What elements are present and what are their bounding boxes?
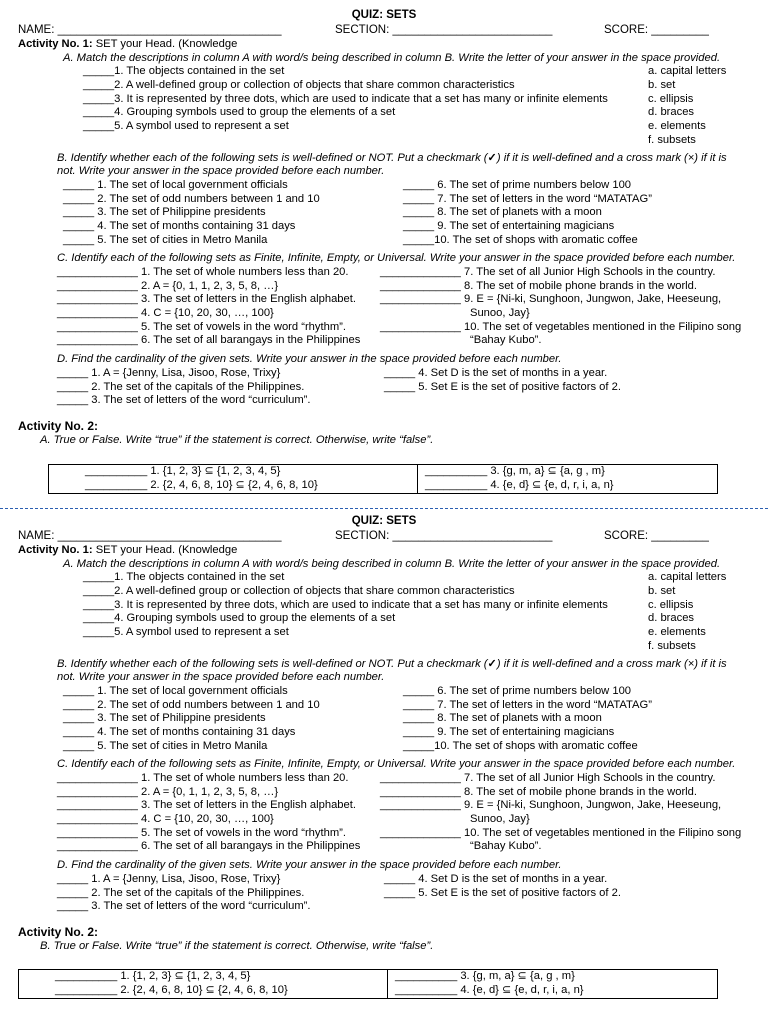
true-false-table [18, 969, 718, 999]
cut-line-divider [0, 508, 768, 509]
tf-item: __________ 3. {g, m, a} ⊆ {a, g , m} [395, 970, 575, 982]
tf-item: __________ 4. {e, d} ⊆ {e, d, r, i, a, n} [395, 983, 584, 996]
partD-item: _____ 4. Set D is the set of months in a year. [384, 872, 608, 885]
partB-item: _____ 3. The set of Philippine presidents [63, 206, 266, 219]
header-fields [0, 528, 768, 544]
partC-item: _____________ 8. The set of mobile phone brands in the world. [380, 785, 698, 798]
partC-item: _____________ 1. The set of whole numbers less than 20. [57, 266, 349, 278]
partC-item: _____________ 6. The set of all barangays in the Philippines [57, 840, 361, 853]
partC-instruction: C. Identify each of the following sets as Finite, Infinite, Empty, or Universal. Write your answer in the space provided before each number. [57, 758, 736, 771]
partA-choice: b. set [648, 79, 676, 92]
section-field[interactable]: SECTION: _________________________ [335, 24, 553, 36]
partA-item: _____5. A symbol used to represent a set [83, 120, 289, 133]
partD-item: _____ 3. The set of letters of the word “curriculum”. [57, 900, 311, 913]
partB-item: _____10. The set of shops with aromatic coffee [403, 739, 638, 752]
activity2-instruction: A. True or False. Write “true” if the statement is correct. Otherwise, write “false”. [40, 433, 434, 446]
partA-choice: a. capital letters [648, 571, 727, 584]
tf-item: __________ 4. {e, d} ⊆ {e, d, r, i, a, n} [425, 478, 614, 491]
partC-item: _____________ 7. The set of all Junior High Schools in the country. [380, 266, 716, 278]
partC-item: _____________ 9. E = {Ni-ki, Sunghoon, Jungwon, Jake, Heeseung, [380, 293, 722, 306]
partC-item: _____________ 10. The set of vegetables mentioned in the Filipino song [380, 826, 742, 839]
partC-instruction: C. Identify each of the following sets as Finite, Infinite, Empty, or Universal. Write your answer in the space provided before each number. [57, 252, 736, 265]
score-field[interactable]: SCORE: _________ [604, 24, 709, 36]
partA-item: _____2. A well-defined group or collection of objects that share common characteristics [83, 79, 515, 92]
score-field[interactable]: SCORE: _________ [604, 530, 709, 542]
partB-item: _____ 9. The set of entertaining magicians [403, 219, 615, 232]
partC-item: _____________ 3. The set of letters in the English alphabet. [57, 293, 356, 306]
partB-item: _____ 7. The set of letters in the word “MATATAG” [403, 192, 652, 205]
true-false-table [48, 464, 718, 494]
partD-item: _____ 5. Set E is the set of positive factors of 2. [384, 886, 621, 899]
partC-item: _____________ 8. The set of mobile phone brands in the world. [380, 279, 698, 292]
partC-item: _____________ 5. The set of vowels in the word “rhythm”. [57, 826, 346, 839]
partC-item: _____________ 3. The set of letters in the English alphabet. [57, 799, 356, 812]
quiz-title: QUIZ: SETS [351, 515, 417, 527]
checkmark-icon: ✓ [487, 657, 497, 670]
partC-item-cont: “Bahay Kubo”. [470, 840, 542, 853]
partB-item: _____ 7. The set of letters in the word “MATATAG” [403, 698, 652, 711]
partA-item: _____1. The objects contained in the set [83, 65, 285, 78]
partA-choice: c. ellipsis [648, 92, 694, 105]
partA-choice: f. subsets [648, 639, 696, 652]
activity1-heading: Activity No. 1: [18, 38, 93, 50]
partA-item: _____3. It is represented by three dots, which are used to indicate that a set has many or infinite elements [83, 92, 608, 105]
partC-item-cont: Sunoo, Jay} [470, 307, 530, 320]
partA-choice: d. braces [648, 612, 695, 625]
partB-item: _____ 6. The set of prime numbers below 100 [403, 684, 632, 697]
name-field[interactable]: NAME: ___________________________________ [18, 530, 282, 542]
partB-item: _____ 2. The set of odd numbers between 1 and 10 [63, 192, 320, 205]
partA-choice: f. subsets [648, 133, 696, 146]
partA-choice: d. braces [648, 106, 695, 119]
quiz-copy-2 [0, 514, 768, 996]
partC-item: _____________ 4. C = {10, 20, 30, …, 100} [57, 307, 274, 320]
partB-item: _____ 4. The set of months containing 31 days [63, 725, 296, 738]
tf-item: __________ 2. {2, 4, 6, 8, 10} ⊆ {2, 4, 6, 8, 10} [55, 983, 288, 996]
partC-item-cont: “Bahay Kubo”. [470, 334, 542, 347]
partC-item: _____________ 6. The set of all barangays in the Philippines [57, 334, 361, 347]
checkmark-icon: ✓ [487, 151, 497, 164]
partC-item: _____________ 1. The set of whole numbers less than 20. [57, 772, 349, 784]
partD-item: _____ 4. Set D is the set of months in a year. [384, 366, 608, 379]
partC-item: _____________ 4. C = {10, 20, 30, …, 100} [57, 813, 274, 826]
partA-instruction: A. Match the descriptions in column A with word/s being described in column B. Write the letter of your answer in the space provided. [63, 51, 721, 64]
partC-item-cont: Sunoo, Jay} [470, 813, 530, 826]
partC-item: _____________ 7. The set of all Junior High Schools in the country. [380, 772, 716, 784]
partB-instruction-cont: not. Write your answer in the space provided before each number. [57, 671, 385, 684]
quiz-copy-1 [0, 8, 768, 491]
tf-item: __________ 2. {2, 4, 6, 8, 10} ⊆ {2, 4, 6, 8, 10} [85, 478, 318, 491]
partB-item: _____ 8. The set of planets with a moon [403, 206, 602, 219]
partB-instruction-cont: not. Write your answer in the space provided before each number. [57, 165, 385, 178]
partB-item: _____ 2. The set of odd numbers between 1 and 10 [63, 698, 320, 711]
partB-item: _____ 3. The set of Philippine presidents [63, 712, 266, 725]
partA-item: _____3. It is represented by three dots, which are used to indicate that a set has many or infinite elements [83, 598, 608, 611]
partB-item: _____ 5. The set of cities in Metro Manila [63, 233, 268, 246]
partC-item: _____________ 2. A = {0, 1, 1, 2, 3, 5, 8, …} [57, 785, 279, 798]
partB-item: _____ 8. The set of planets with a moon [403, 712, 602, 725]
partD-item: _____ 5. Set E is the set of positive factors of 2. [384, 380, 621, 393]
partA-choice: e. elements [648, 120, 706, 133]
partD-item: _____ 1. A = {Jenny, Lisa, Jisoo, Rose, Trixy} [57, 872, 281, 885]
name-field[interactable]: NAME: ___________________________________ [18, 24, 282, 36]
section-field[interactable]: SECTION: _________________________ [335, 530, 553, 542]
tf-item: __________ 3. {g, m, a} ⊆ {a, g , m} [425, 465, 605, 477]
quiz-title: QUIZ: SETS [351, 9, 417, 21]
partA-item: _____2. A well-defined group or collection of objects that share common characteristics [83, 585, 515, 598]
header-fields [0, 22, 768, 38]
partC-item: _____________ 5. The set of vowels in the word “rhythm”. [57, 320, 346, 333]
partD-item: _____ 2. The set of the capitals of the Philippines. [57, 380, 305, 393]
partB-item: _____ 5. The set of cities in Metro Manila [63, 739, 268, 752]
partA-item: _____1. The objects contained in the set [83, 571, 285, 584]
partD-instruction: D. Find the cardinality of the given sets. Write your answer in the space provided before each number. [57, 353, 562, 366]
partA-item: _____5. A symbol used to represent a set [83, 626, 289, 639]
partA-choice: c. ellipsis [648, 598, 694, 611]
activity1-heading: Activity No. 1: [18, 544, 93, 556]
activity2-instruction: B. True or False. Write “true” if the statement is correct. Otherwise, write “false”. [40, 939, 434, 952]
activity1-subtitle: SET your Head. (Knowledge [95, 544, 238, 556]
partC-item: _____________ 9. E = {Ni-ki, Sunghoon, Jungwon, Jake, Heeseung, [380, 799, 722, 812]
partA-choice: e. elements [648, 626, 706, 639]
partB-item: _____ 1. The set of local government officials [63, 178, 288, 191]
tf-item: __________ 1. {1, 2, 3} ⊆ {1, 2, 3, 4, 5} [55, 970, 251, 982]
partB-item: _____ 9. The set of entertaining magicians [403, 725, 615, 738]
partA-choice: a. capital letters [648, 65, 727, 78]
activity2-heading: Activity No. 2: [18, 924, 99, 939]
tf-item: __________ 1. {1, 2, 3} ⊆ {1, 2, 3, 4, 5} [85, 465, 281, 477]
partB-item: _____ 6. The set of prime numbers below 100 [403, 178, 632, 191]
partB-instruction: B. Identify whether each of the following sets is well-defined or NOT. Put a checkmark (✓) if it is well-defined and a cross mark (×) if it is [57, 657, 727, 670]
partD-item: _____ 2. The set of the capitals of the Philippines. [57, 886, 305, 899]
partB-instruction: B. Identify whether each of the following sets is well-defined or NOT. Put a checkmark (✓) if it is well-defined and a cross mark (×) if it is [57, 151, 727, 164]
partB-item: _____ 4. The set of months containing 31 days [63, 219, 296, 232]
partC-item: _____________ 2. A = {0, 1, 1, 2, 3, 5, 8, …} [57, 279, 279, 292]
partA-item: _____4. Grouping symbols used to group the elements of a set [83, 106, 396, 119]
activity1-subtitle: SET your Head. (Knowledge [95, 38, 238, 50]
partA-choice: b. set [648, 585, 676, 598]
partA-instruction: A. Match the descriptions in column A with word/s being described in column B. Write the letter of your answer in the space provided. [63, 557, 721, 570]
activity2-heading: Activity No. 2: [18, 418, 99, 433]
partA-item: _____4. Grouping symbols used to group the elements of a set [83, 612, 396, 625]
partC-item: _____________ 10. The set of vegetables mentioned in the Filipino song [380, 320, 742, 333]
partD-item: _____ 1. A = {Jenny, Lisa, Jisoo, Rose, Trixy} [57, 366, 281, 379]
partD-instruction: D. Find the cardinality of the given sets. Write your answer in the space provided before each number. [57, 859, 562, 872]
partB-item: _____10. The set of shops with aromatic coffee [403, 233, 638, 246]
partB-item: _____ 1. The set of local government officials [63, 684, 288, 697]
partD-item: _____ 3. The set of letters of the word “curriculum”. [57, 394, 311, 407]
